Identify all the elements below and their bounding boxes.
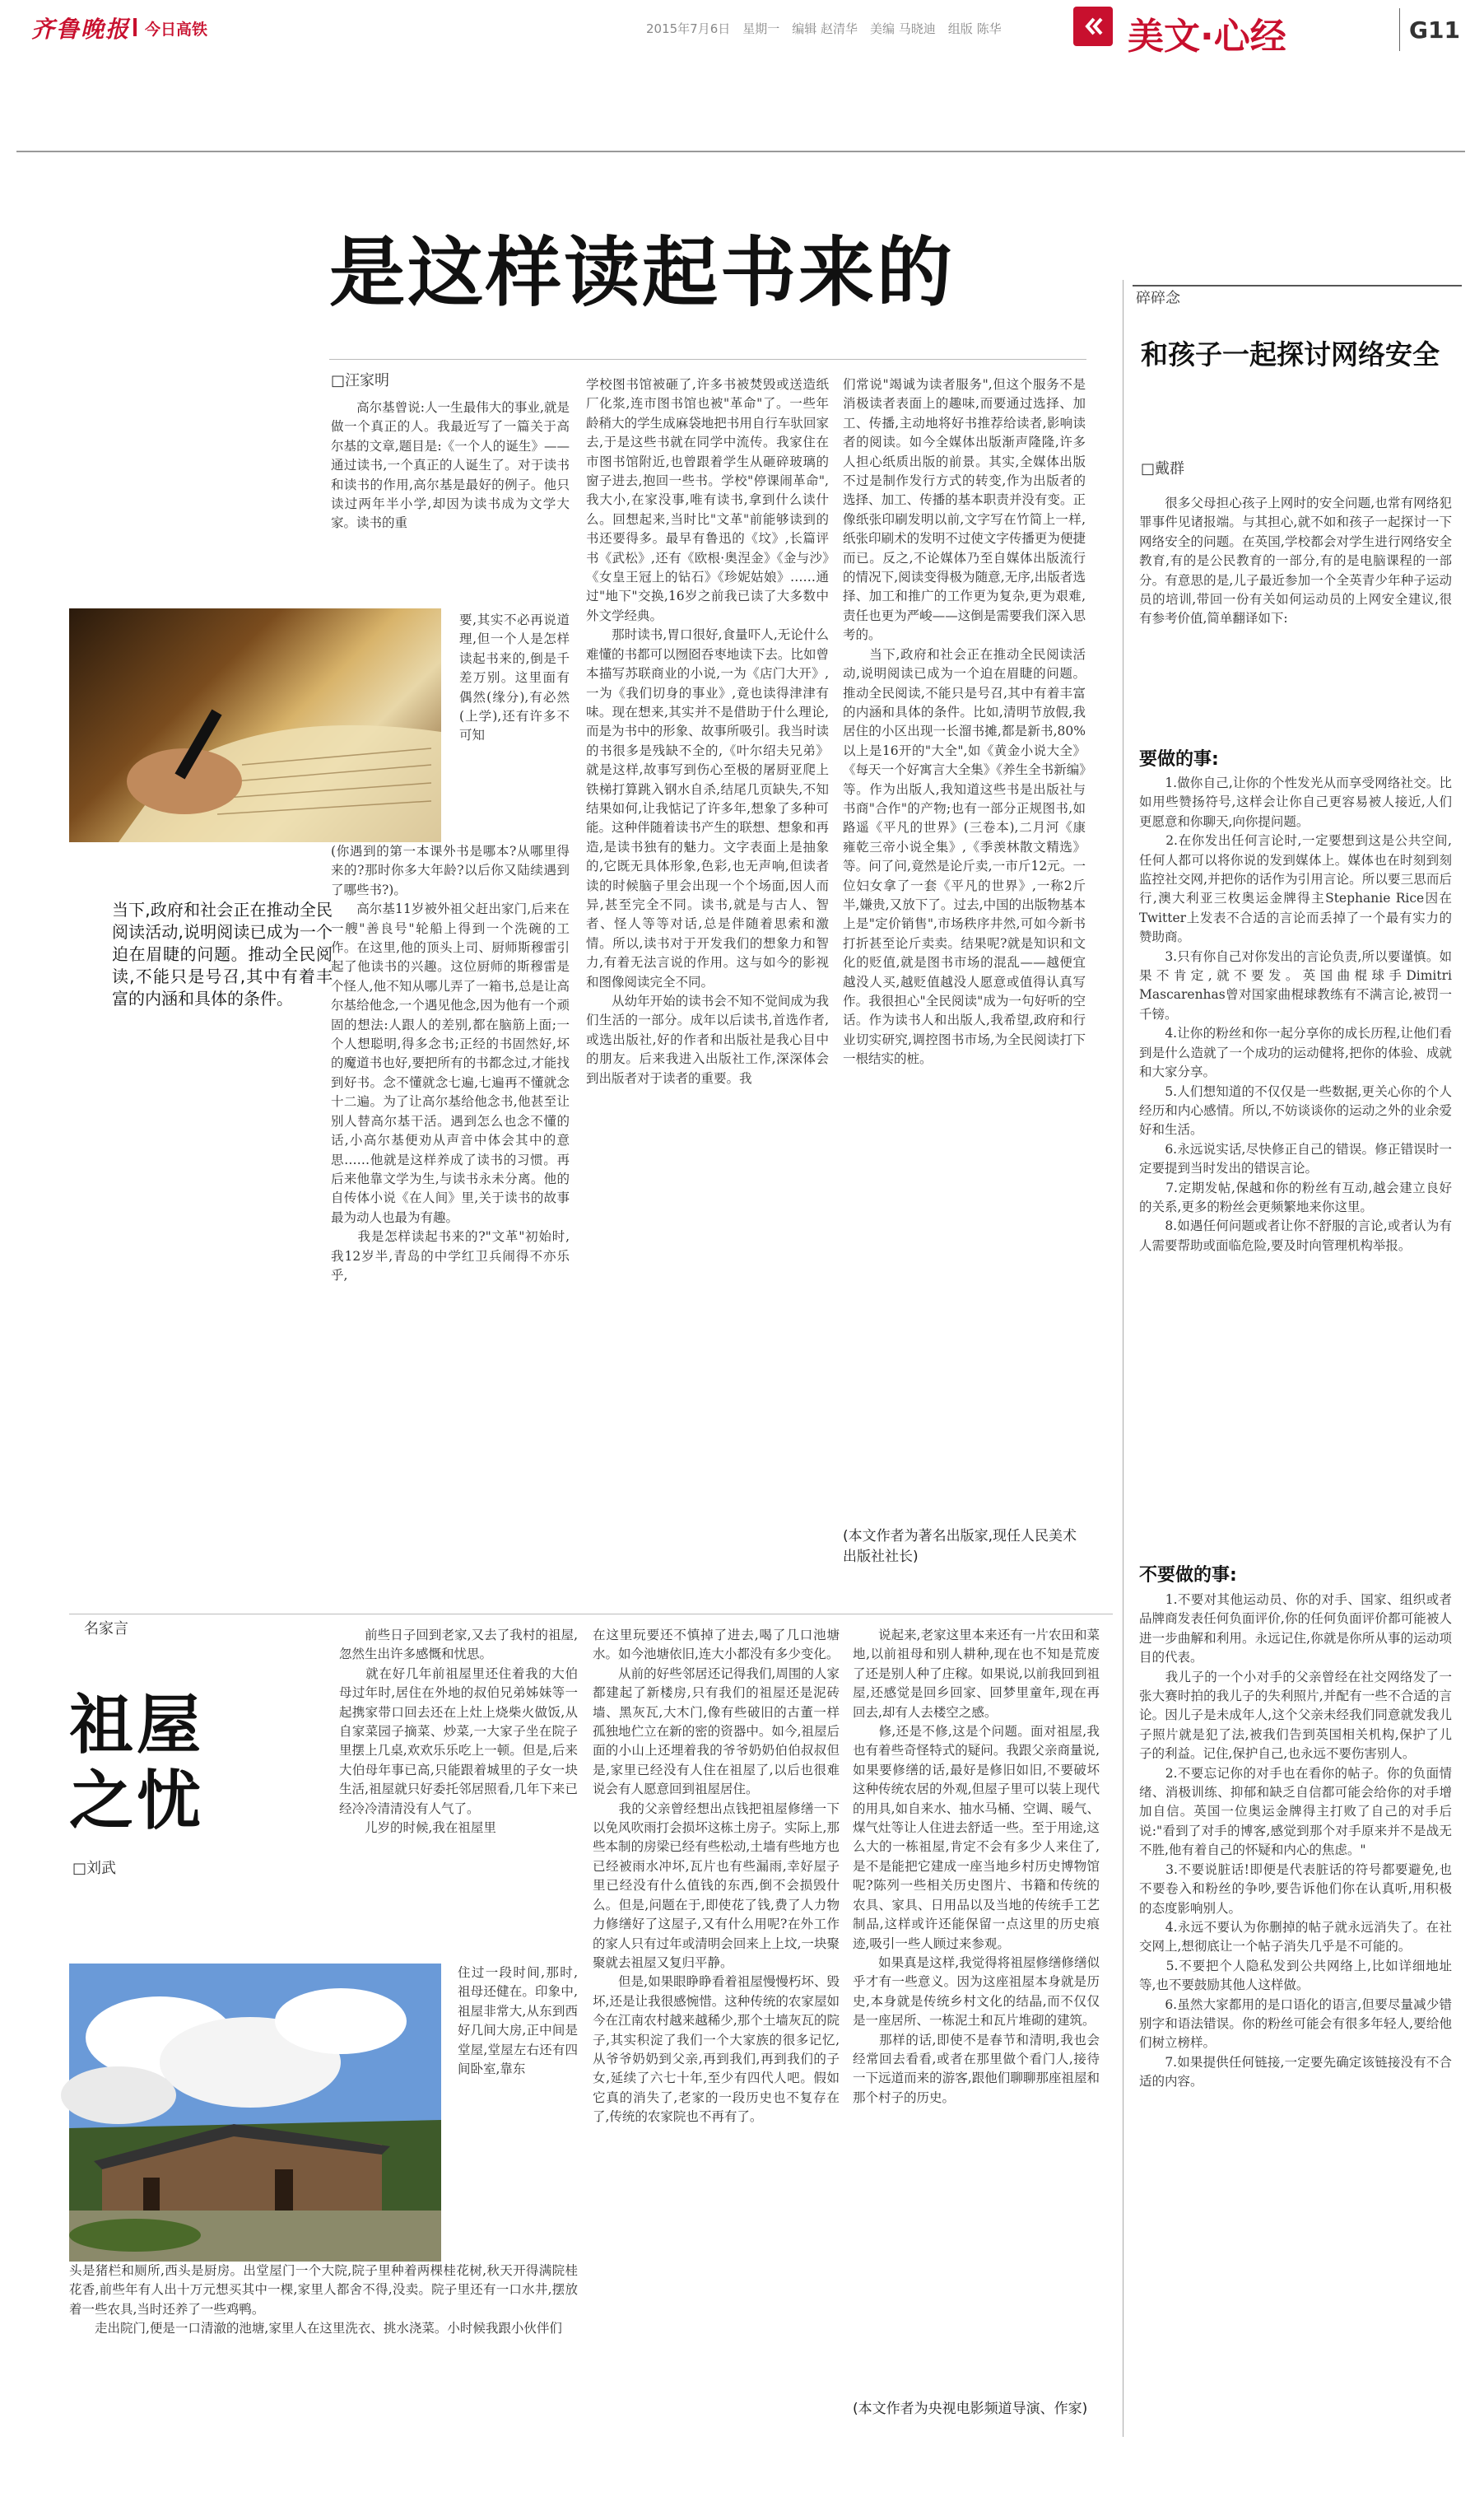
article-rule bbox=[329, 359, 1086, 360]
article2-body-col1-bottom: 头是猪栏和厕所,西头是厨房。出堂屋门一个大院,院子里种着两棵桂花树,秋天开得满院桂花香,前些年有人出十万元想买其中一棵,家里人都舍不得,没卖。院子里还有一口水井,摆放着一些农具,当时还养了一些鸡鸭。 走出院门,便是一口清澈的池塘,家里人在这里洗衣、挑水浇菜。小时候我跟小伙伴们 bbox=[69, 2263, 578, 2336]
page-number: G11 bbox=[1409, 16, 1460, 44]
article2-title-line2: 之忧 bbox=[69, 1764, 205, 1838]
article2-byline: □刘武 bbox=[72, 1860, 117, 1877]
article-body-col1-main: (你遇到的第一本课外书是哪本?从哪里得来的?那时你多大年龄?以后你又陆续遇到了哪些书?)。 高尔基11岁被外祖父赶出家门,后来在一艘"善良号"轮船上得到一个洗碗的工作。在这里,他的顶头上司、厨师斯穆雷引起了他读书的兴趣。这位厨师的斯穆雷是个怪人,他不知从哪儿弄了一箱书,总是让高尔基给他念,一个遇见他念,因为他有一个顽固的想法:人跟人的差别,都在脑筋上面;一个人想聪明,得多念书;正经的书固然好,坏的魔道书也好,要把所有的书都念过,才能找到好书。念不懂就念七遍,七遍再不懂就念十二遍。为了让高尔基给他念书,他甚至让别人替高尔基干活。遇到怎么也念不懂的话,小高尔基便劝从声音中体会其中的意思……他就是这样养成了读书的习惯。再后来他靠文学为生,与读书永未分离。他的自传体小说《在人间》里,关于读书的故事最为动人也最为有趣。 我是怎样读起书来的?"文革"初始时,我12岁半,青岛的中学红卫兵闹得不亦乐乎, bbox=[331, 844, 570, 1283]
sidebar-donts-list: 1.不要对其他运动员、你的对手、国家、组织或者品牌商发表任何负面评价,你的任何负面评价都可能被人进一步曲解和利用。永远记住,你就是你所从事的运动项目的代表。 我儿子的一个小对手的父亲曾经在社交网络发了一张大赛时拍的我儿子的失利照片,并配有一些不合适的言论。因儿子是未成年人,这个父亲未经我们同意就发我儿子照片就是犯了法,被我们告到英国相关机构,保护了儿子的利益。记住,保护自己,也永远不要伤害别人。 2.不要忘记你的对手也在看你的帖子。你的负面情绪、消极训练、抑郁和缺乏自信都可能会给你的对手增加自信。英国一位奥运金牌得主打败了自己的对手后说:"看到了对手的博客,感觉到那个对手原来并不是战无不胜,他有着自己的怀疑和内心的焦虑。" 3.不要说脏话!即便是代表脏话的符号都要避免,也不要卷入和粉丝的争吵,要告诉他们你在认真听,用积极的态度影响别人。 4.永远不要认为你删掉的帖子就永远消失了。在社交网上,想彻底让一个帖子消失几乎是不可能的。 5.不要把个人隐私发到公共网络上,比如详细地址等,也不要鼓励其他人这样做。 6.虽然大家都用的是口语化的语言,但要尽量减少错别字和语法错误。你的粉丝可能会有很多年轻人,要给他们树立榜样。 7.如果提供任何链接,一定要先确定该链接没有不合适的内容。 bbox=[1139, 1592, 1452, 2089]
edition-label: 今日高铁 bbox=[145, 21, 208, 39]
sidebar-dos-list: 1.做你自己,让你的个性发光从而享受网络社交。比如用些赞扬符号,这样会让你自己更容易被人接近,人们更愿意和你聊天,向你提问题。 2.在你发出任何言论时,一定要想到这是公共空间,任何人都可以将你说的发到媒体上。媒体也在时刻到刻监控社交网,并把你的话作为引用言论。所以要三思而后行,澳大利亚三枚奥运金牌得主Stephanie Rice因在Twitter上发表不合适的言论而丢掉了一个最有实力的赞助商。 3.只有你自己对你发出的言论负责,所以要谨慎。如果不肯定,就不要发。英国曲棍球手Dimitri Mascarenhas曾对国家曲棍球教练有不满言论,被罚一千镑。 4.让你的粉丝和你一起分享你的成长历程,让他们看到是什么造就了一个成功的运动健将,把你的体验、成就和大家分享。 5.人们想知道的不仅仅是一些数据,更关心你的个人经历和内心感情。所以,不妨谈谈你的运动之外的业余爱好和生活。 6.永远说实话,尽快修正自己的错误。修正错误时一定要提到当时发出的错误言论。 7.定期发帖,保越和你的粉丝有互动,越会建立良好的关系,更多的粉丝会更频繁地来你这里。 8.如遇任何问题或者让你不舒服的言论,或者认为有人需要帮助或面临危险,要及时向管理机构举报。 bbox=[1139, 776, 1452, 1253]
article-title: 是这样读起书来的 bbox=[329, 229, 956, 317]
sidebar-rule bbox=[1133, 285, 1462, 287]
article2-body-col3: 说起来,老家这里本来还有一片农田和菜地,以前祖母和别人耕种,现在也不知是荒废了还是别人种了庄稼。如果说,以前我回到祖屋,还感觉是回乡回家、回梦里童年,现在再回去,却有人去楼空之感。 修,还是不修,这是个问题。面对祖屋,我也有着些奇怪特式的疑问。我跟父亲商量说,如果要修缮的话,最好是修旧如旧,不要破坏这种传统农居的外观,但屋子里可以装上现代的用具,如自来水、抽水马桶、空调、暖气、煤气灶等让人住进去舒适一些。至于用途,这么大的一栋祖屋,肯定不会有多少人来住了,是不是能把它建成一座当地乡村历史博物馆呢?陈列一些相关历史图片、书籍和传统的农具、家具、日用品以及当地的传统手工艺制品,这样或许还能保留一点这里的历史痕迹,吸引一些人顾过来参观。 如果真是这样,我觉得将祖屋修缮修缮似乎才有一些意义。因为这座祖屋本身就是历史,本身就是传统乡村文化的结晶,而不仅仅是一座居所、一栋泥土和瓦片堆砌的建筑。 那样的话,即使不是春节和清明,我也会经常回去看看,或者在那里做个看门人,接待一下远道而来的游客,跟他们聊聊那座祖屋和那个村子的历史。 bbox=[853, 1628, 1100, 2105]
page-meta: 2015年7月6日 星期一 编辑 赵清华 美编 马晓迪 组版 陈华 bbox=[646, 21, 1002, 36]
article-body-col2: 学校图书馆被砸了,许多书被焚毁或送造纸厂化浆,连市图书馆也被"革命"了。一些年龄稍大的学生成麻袋地把书用自行车驮回家去,于是这些书就在同学中流传。我家住在市图书馆附近,也曾跟着学生从砸碎玻璃的窗子进去,抱回一些书。学校"停课闹革命",我大小,在家没事,唯有读书,拿到什么读什么。回想起来,当时比"文革"前能够读到的书还要得多。最早有鲁迅的《坟》,长篇评书《武松》,还有《欧根·奥涅金》《金与沙》《女皇王冠上的钻石》《珍妮姑娘》……通过"地下"交换,16岁之前我已读了大多数中外文学经典。 那时读书,胃口很好,食量吓人,无论什么难懂的书都可以囫囵吞枣地读下去。比如曾本描写苏联商业的小说,一为《店门大开》,一为《我们切身的事业》,竟也读得津津有味。现在想来,其实并不是借助于什么理论,而是为书中的形象、故事所吸引。我当时读的书很多是残缺不全的,《叶尔绍夫兄弟》就是这样,故事写到伤心至极的屠厨亚爬上铁梯打算跳入钢水自杀,结尾几页缺失,不知结果如何,让我惦记了许多年,想象了多种可能。这种伴随着读书产生的联想、想象和再造,是读书独有的魅力。文字表面上是抽象的,它既无具体形象,色彩,也无声响,但读者读的时候脑子里会出现一个个场面,因人而异,甚至完全不同。读书,就是与古人、智者、怪人等等对话,总是伴随着思索和激情。所以,读书对于开发我们的想象力和智力,有着无法言说的作用。这与如今的影视和图像阅读完全不同。 从幼年开始的读书会不知不觉间成为我们生活的一部分。成年以后读书,首选作者,或选出版社,好的作者和出版社是我心目中的朋友。后来我进入出版社工作,深深体会到出版者对于读者的重要。我 bbox=[586, 377, 829, 1086]
section-title: 美文·心经 bbox=[1128, 16, 1286, 58]
article2-body-col1-top: 前些日子回到老家,又去了我村的祖屋,忽然生出许多感慨和忧思。 就在好几年前祖屋里还住着我的大伯母过年时,居住在外地的叔伯兄弟姊妹等一起携家带口回去还在上灶上烧柴火做饭,从自家菜园子摘菜、炒菜,一大家子坐在院子里摆上几桌,欢欢乐乐吃上一顿。但是,后来大伯母年事已高,只能跟着城里的子女一块生活,祖屋就只好委托邻居照看,几年下来已经冷冷清清没有人气了。 儿岁的时候,我在祖屋里 bbox=[339, 1628, 578, 1836]
sidebar-title: 和孩子一起探讨网络安全 bbox=[1141, 338, 1440, 370]
byline: □汪家明 bbox=[331, 372, 390, 389]
header-rule bbox=[16, 151, 1465, 152]
pull-quote: 当下,政府和社会正在推动全民阅读活动,说明阅读已成为一个迫在眉睫的问题。推动全民阅读,不能只是号召,其中有着丰富的内涵和具体的条件。 bbox=[112, 900, 333, 1009]
section-divider bbox=[1399, 8, 1400, 51]
article2-title bbox=[69, 1688, 204, 1839]
sidebar-intro: 很多父母担心孩子上网时的安全问题,也常有网络犯罪事件见诸报端。与其担心,就不如和孩子一起探讨一下网络安全的问题。在英国,学校都会对学生进行网络安全教育,有的是公民教育的一部分,有的是电脑课程的一部分。有意思的是,儿子最近参加一个全英青少年种子运动员的培训,带回一份有关如何运动员的上网安全建议,很有参考价值,简单翻译如下: bbox=[1139, 496, 1452, 627]
sidebar-donts-heading: 不要做的事: bbox=[1139, 1565, 1237, 1586]
masthead-logo: 齐鲁晚报 bbox=[31, 16, 131, 43]
article-body-col1-wrap: 要,其实不必再说道理,但一个人是怎样读起书来的,倒是千差万别。这里面有偶然(缘分),有必然(上学),还有许多不可知 bbox=[459, 613, 570, 743]
article2-title-line1: 祖屋 bbox=[69, 1689, 205, 1763]
sidebar-byline: □戴群 bbox=[1141, 460, 1185, 478]
article-body-col3: 们常说"竭诚为读者服务",但这个服务不是消极读者表面上的趣味,而要通过选择、加工、传播,主动地将好书推荐给读者,影响读者的阅读。如今全媒体出版渐声隆隆,许多人担心纸质出版的前景。其实,全媒体出版不过是制作发行方式的转变,作为出版者的选择、加工、传播的基本职责并没有变。正像纸张印刷发明以前,文字写在竹简上一样,纸张印刷术的发明不过使文字传播更为便捷而已。反之,不论媒体乃至自媒体出版流行的情况下,阅读变得极为随意,无序,出版者选择、加工和推广的工作更为复杂,更为艰难,责任也更为严峻——这倒是需要我们深入思考的。 当下,政府和社会正在推动全民阅读活动,说明阅读已成为一个迫在眉睫的问题。推动全民阅读,不能只是号召,其中有着丰富的内涵和具体的条件。比如,清明节放假,我居住的小区出现一长溜书摊,都是新书,80%以上是16开的"大全",如《黄金小说大全》《每天一个好寓言大全集》《养生全书新编》等。作为出版人,我知道这些书是出版社与书商"合作"的产物;也有一部分正规图书,如路遥《平凡的世界》(三卷本),二月河《康雍乾三帝小说全集》,《季羡林散文精选》等。问了问,竟然是论斤卖,一市斤12元。一位妇女拿了一套《平凡的世界》,一称2斤半,嫌贵,又放下了。过去,中国的出版物基本上是"定价销售",市场秩序井然,可如今新书打折甚至论斤卖卖。结果呢?就是知识和文化的贬值,就是图书市场的混乱——越便宜越没人买,越贬值越没人愿意或值得认真写作。我很担心"全民阅读"成为一句好听的空话。作为读书人和出版人,我希望,政府和行业切实研究,调控图书市场,为全民阅读打下一根结实的桩。 bbox=[843, 377, 1086, 1067]
masthead-divider bbox=[133, 18, 137, 36]
sidebar-column-tag: 碎碎念 bbox=[1136, 290, 1180, 307]
article2-body-col1-wrap: 住过一段时间,那时,祖母还健在。印象中,祖屋非常大,从东到西好几间大房,正中间是堂屋,堂屋左右还有四间卧室,靠东 bbox=[458, 1965, 578, 2077]
reading-photo bbox=[69, 608, 441, 842]
sidebar-dos-heading: 要做的事: bbox=[1139, 749, 1219, 770]
article2-body-col2: 在这里玩要还不慎掉了进去,喝了几口池塘水。如今池塘依旧,连大小都没有多少变化。 从前的好些邻居还记得我们,周围的人家都建起了新楼房,只有我们的祖屋还是泥砖墙、黑灰瓦,大木门,像有些破旧的古董一样孤独地伫立在新的密的资器中。如今,祖屋后面的小山上还埋着我的爷爷奶奶伯伯叔叔但是,家里已经没有人住在祖屋了,以后也很难说会有人愿意回到祖屋居住。 我的父亲曾经想出点钱把祖屋修缮一下以免风吹雨打会损坏这栋土房子。实际上,那些本制的房梁已经有些松动,土墙有些地方也已经被雨水冲坏,瓦片也有些漏雨,幸好屋子里已经没有什么值钱的东西,倒不会损毁什么。但是,问题在于,即使花了钱,费了人力物力修缮好了这屋子,又有什么用呢?在外工作的家人只有过年或清明会回来上上坟,一块聚聚就去祖屋又复归平静。 但是,如果眼睁睁看着祖屋慢慢朽坏、毁坏,还是让我很感惋惜。这种传统的农家屋如今在江南农村越来越稀少,那个土墙灰瓦的院子,其实积淀了我们一个大家族的很多记忆,从爷爷奶奶到父亲,再到我们,再到我们的子女,延续了六七十年,至少有四代人吧。假如它真的消失了,老家的一段历史也不复存在了,传统的农家院也不再有了。 bbox=[593, 1628, 840, 2125]
article2-author-note: (本文作者为央视电影频道导演、作家) bbox=[853, 2401, 1088, 2417]
chevron-left-icon bbox=[1073, 7, 1113, 46]
article-body-col1-top: 高尔基曾说:人一生最伟大的事业,就是做一个真正的人。我最近写了一篇关于高尔基的文章,题目是:《一个人的诞生》——通过读书,一个真正的人诞生了。对于读书和读书的作用,高尔基是最好的例子。他只读过两年半小学,却因为读书成为文学大家。读书的重 bbox=[331, 400, 570, 531]
ancestral-house-photo bbox=[69, 1964, 441, 2262]
article2-column-tag: 名家言 bbox=[84, 1620, 128, 1638]
author-note: (本文作者为著名出版家,现任人民美术出版社社长) bbox=[843, 1528, 1077, 1565]
